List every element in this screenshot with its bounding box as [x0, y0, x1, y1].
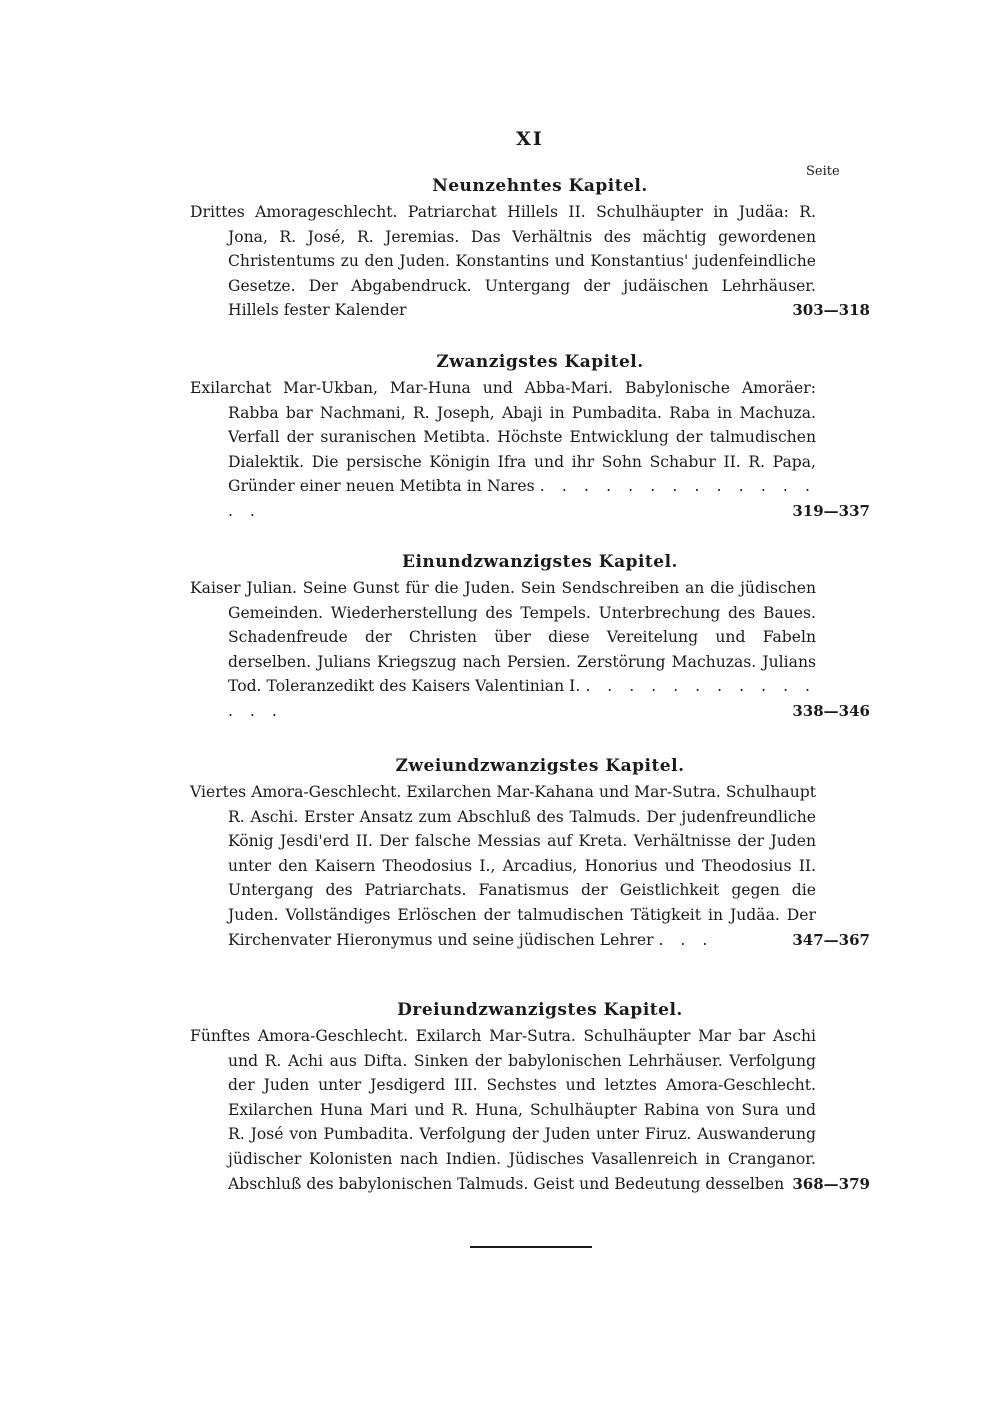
chapter-title: Zwanzigstes Kapitel. [436, 352, 644, 372]
chapter-21 [190, 548, 870, 724]
chapter-23 [190, 996, 870, 1196]
chapter-entry [190, 780, 870, 952]
chapter-entry [190, 576, 870, 724]
page-range: 368—379 [792, 1174, 870, 1193]
chapter-summary: Drittes Amorageschlecht. Patriarchat Hillels II. Schulhäupter in Judäa: R. Jona, R. José, R. Jeremias. Das Verhältnis des mächtig gewordenen Christentums zu den Juden. Konstantins und Konstantius' judenfeindliche Gesetze. Der Abgabendruck. Untergang der judäischen Lehrhäuser. Hillels fester Kalender [190, 203, 816, 320]
summary-text: Exilarchat Mar-Ukban, Mar-Huna und Abba-Mari. Babylonische Amoräer: Rabba bar Nachmani, R. Joseph, Abaji in Pumbadita. Raba in Machuza. Verfall der suranischen Metibta. Höchste Entwicklung der talmudischen Dialektik. Die persische Königin Ifra und ihr Sohn Schabur II. R. Papa, Gründer einer neuen Metibta in Nares [190, 379, 816, 496]
chapter-summary [190, 376, 816, 524]
chapter-summary: Fünftes Amora-Geschlecht. Exilarch Mar-Sutra. Schulhäupter Mar bar Aschi und R. Achi aus Difta. Sinken der babylonischen Lehrhäuser. Verfolgung der Juden unter Jesdigerd III. Sechstes und letztes Amora-Geschlecht. Exilarchen Huna Mari und R. Huna, Schulhäupter Rabina von Sura und R. José von Pumbadita. Verfolgung der Juden unter Firuz. Auswanderung jüdischer Kolonisten nach Indien. Jüdisches Vasallenreich in Cranganor. Abschluß des babylonischen Talmuds. Geist und Bedeutung desselben [190, 1027, 816, 1193]
chapter-entry [190, 1024, 870, 1196]
chapter-title: Dreiundzwanzigstes Kapitel. [397, 1000, 683, 1020]
chapter-19 [190, 172, 870, 323]
chapter-title: Einundzwanzigstes Kapitel. [402, 552, 678, 572]
chapter-20 [190, 348, 870, 524]
summary-text: Viertes Amora-Geschlecht. Exilarchen Mar-Kahana und Mar-Sutra. Schulhaupt R. Aschi. Erster Ansatz zum Abschluß des Talmuds. Der judenfreundliche König Jesdi'erd II. Der falsche Messias auf Kreta. Verhältnisse der Juden unter den Kaisern Theodosius I., Arcadius, Honorius und Theodosius II. Untergang des Patriarchats. Fanatismus der Geistlichkeit gegen die Juden. Vollständiges Erlöschen der talmudischen Tätigkeit in Judäa. Der Kirchenvater Hieronymus und seine jüdischen Lehrer [190, 783, 816, 949]
page-range: 319—337 [792, 501, 870, 520]
leader-dots: . . . [658, 930, 714, 949]
page-number: XI [516, 128, 544, 150]
summary-text: Kaiser Julian. Seine Gunst für die Juden. Sein Sendschreiben an die jüdischen Gemeinden. Wiederherstellung des Tempels. Unterbrechung des Baues. Schadenfreude der Christen über diese Vereitelung und Fabeln derselben. Julians Kriegszug nach Persien. Zerstörung Machuzas. Julians Tod. Toleranzedikt des Kaisers Valentinian I. [190, 579, 816, 696]
page-range: 338—346 [792, 701, 870, 720]
chapter-summary [190, 576, 816, 724]
chapter-entry [190, 376, 870, 524]
page-range: 347—367 [792, 930, 870, 949]
chapter-title: Neunzehntes Kapitel. [432, 176, 648, 196]
leader-dots: . . . . . . . . . . . . . . . [228, 477, 816, 520]
seite-column-label: Seite [806, 164, 840, 179]
chapter-summary [190, 780, 816, 952]
chapter-22 [190, 752, 870, 952]
end-rule [470, 1246, 592, 1248]
page-range: 303—318 [792, 301, 870, 320]
leader-dots: . . . . . . . . . . . . . . [228, 677, 817, 720]
chapter-title: Zweiundzwanzigstes Kapitel. [395, 756, 685, 776]
chapter-entry [190, 200, 870, 323]
